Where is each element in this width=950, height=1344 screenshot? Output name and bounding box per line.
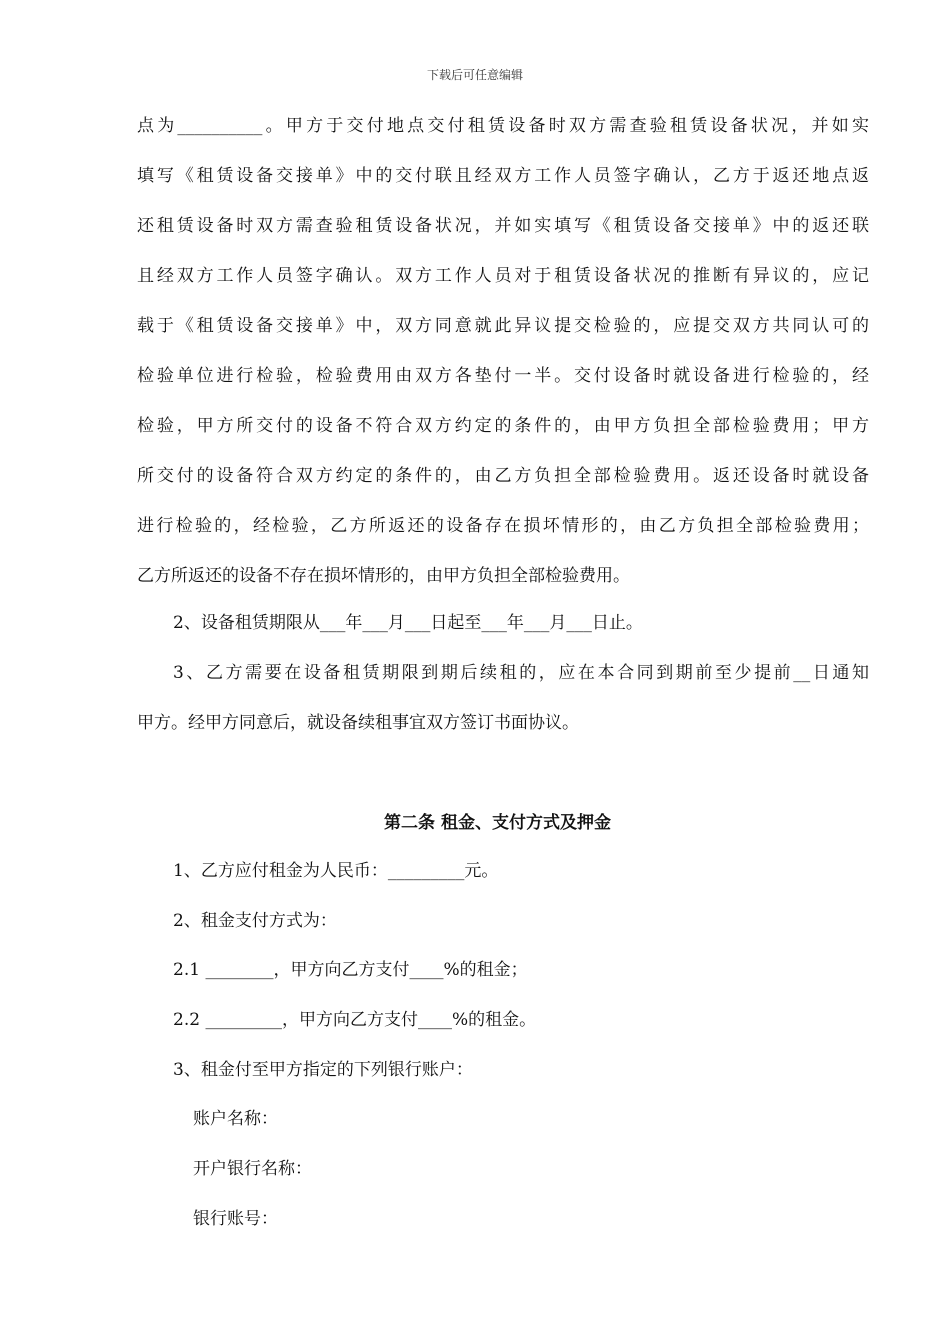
paragraph-inspection-terms <box>137 101 869 601</box>
paragraph-line: 点为__________。甲方于交付地点交付租赁设备时双方需查验租赁设备状况，并如实 <box>137 116 869 136</box>
payment-installment-2: 2.2 _________，甲方向乙方支付____%的租金。 <box>173 1010 537 1030</box>
paragraph-line: 还租赁设备时双方需查验租赁设备状况，并如实填写《租赁设备交接单》中的返还联 <box>137 216 869 236</box>
bank-name-field: 开户银行名称： <box>193 1159 312 1179</box>
page-header-note: 下载后可任意编辑 <box>426 68 523 82</box>
lease-term-item: 2、设备租赁期限从___年___月___日起至___年___月___日止。 <box>173 613 643 633</box>
paragraph-line: 载于《租赁设备交接单》中，双方同意就此异议提交检验的，应提交双方共同认可的 <box>137 316 869 336</box>
payment-installment-1: 2.1 ________，甲方向乙方支付____%的租金； <box>173 960 528 980</box>
bank-account-number-field: 银行账号： <box>193 1209 278 1229</box>
section-title-rent-payment: 第二条 租金、支付方式及押金 <box>384 813 611 833</box>
renewal-item-line2: 甲方。经甲方同意后，就设备续租事宜双方签订书面协议。 <box>137 713 579 733</box>
rent-amount-item: 1、乙方应付租金为人民币：_________元。 <box>173 861 499 881</box>
bank-account-item: 3、租金付至甲方指定的下列银行账户： <box>173 1060 473 1080</box>
paragraph-line: 所交付的设备符合双方约定的条件的，由乙方负担全部检验费用。返还设备时就设备 <box>137 466 869 486</box>
account-name-field: 账户名称： <box>193 1109 278 1129</box>
paragraph-line: 检验，甲方所交付的设备不符合双方约定的条件的，由甲方负担全部检验费用；甲方 <box>137 416 869 436</box>
paragraph-line: 填写《租赁设备交接单》中的交付联且经双方工作人员签字确认，乙方于返还地点返 <box>137 166 869 186</box>
paragraph-line: 进行检验的，经检验，乙方所返还的设备存在损坏情形的，由乙方负担全部检验费用； <box>137 516 869 536</box>
renewal-item-line1: 3、乙方需要在设备租赁期限到期后续租的，应在本合同到期前至少提前__日通知 <box>173 663 869 683</box>
paragraph-line: 乙方所返还的设备不存在损坏情形的，由甲方负担全部检验费用。 <box>137 566 630 586</box>
paragraph-line: 检验单位进行检验，检验费用由双方各垫付一半。交付设备时就设备进行检验的，经 <box>137 366 869 386</box>
paragraph-line: 且经双方工作人员签字确认。双方工作人员对于租赁设备状况的推断有异议的，应记 <box>137 266 869 286</box>
payment-method-item: 2、租金支付方式为： <box>173 911 337 931</box>
